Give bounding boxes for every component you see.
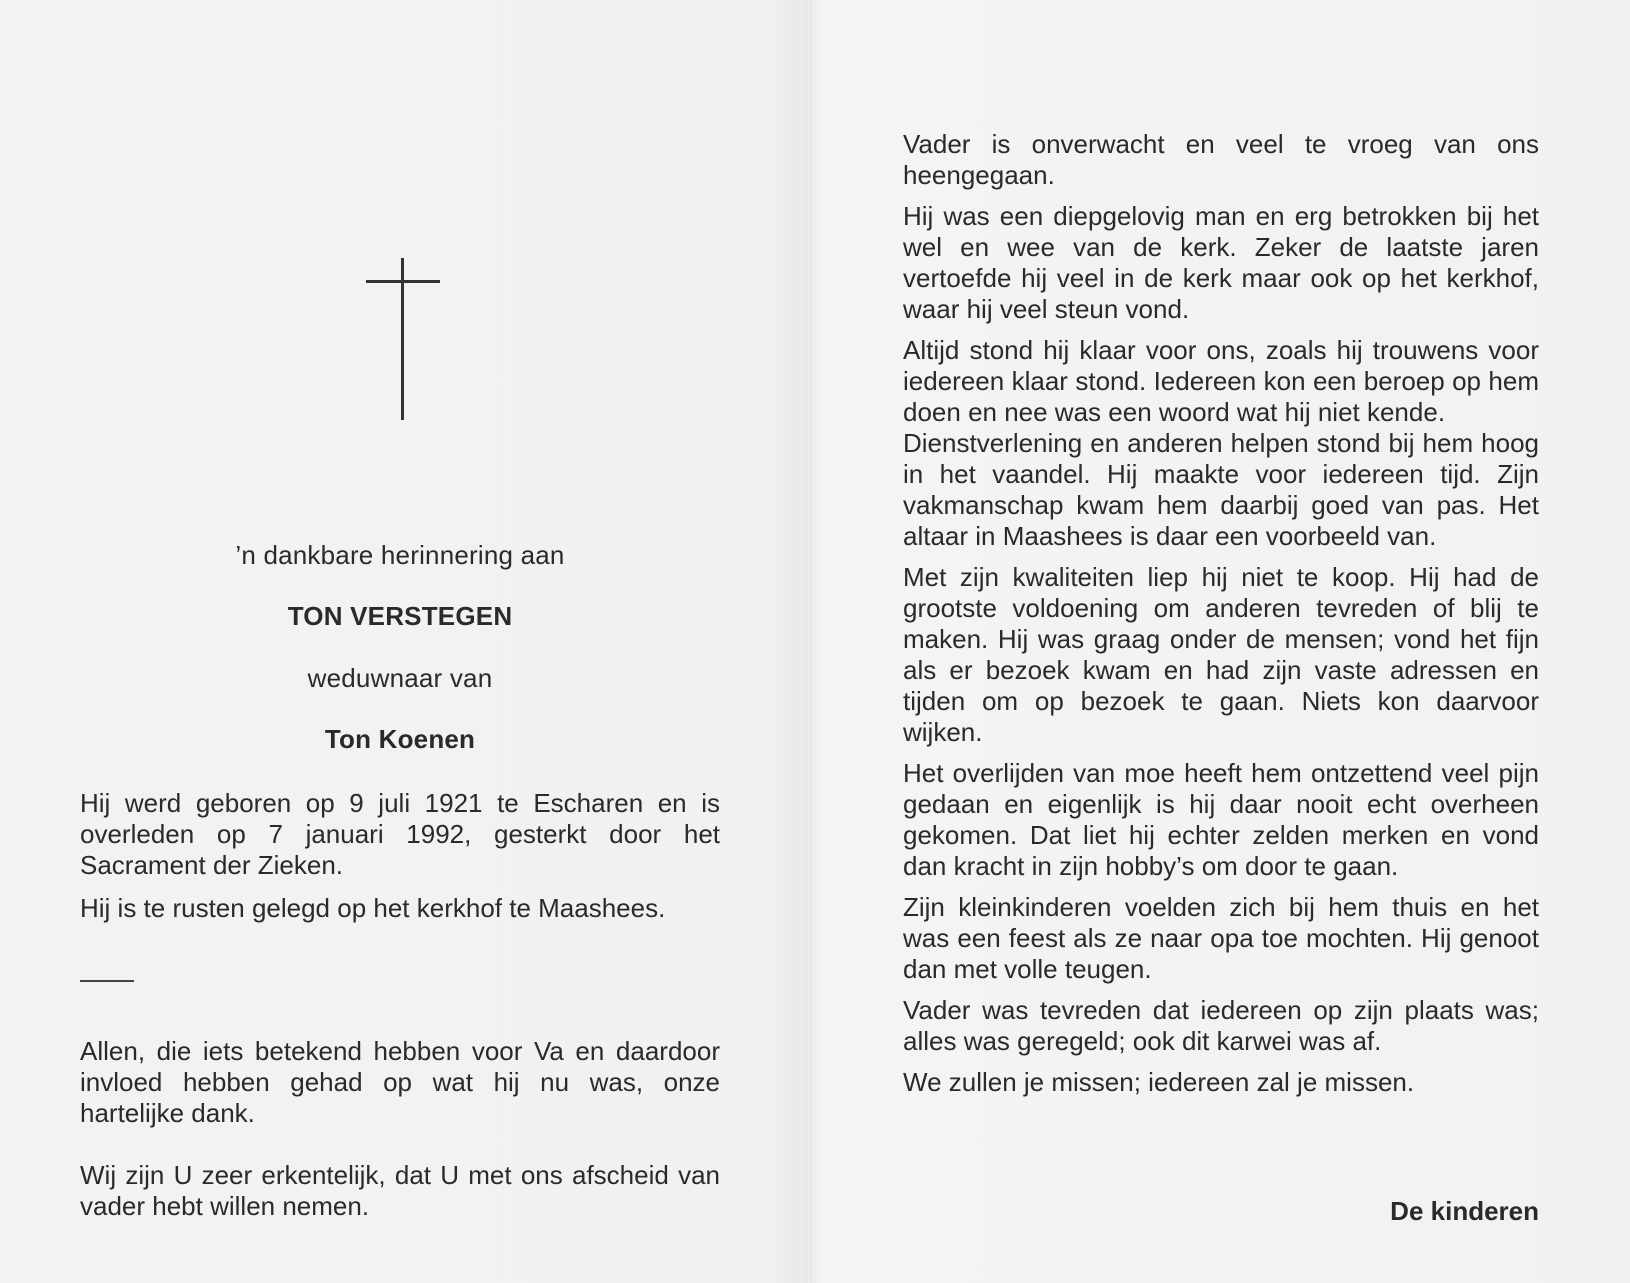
cross-icon [366,258,440,420]
eulogy-paragraph: Vader is onverwacht en veel te vroeg van ons heengegaan. [903,129,1539,190]
birth-death-paragraph: Hij werd geboren op 9 juli 1921 te Escharen en is overleden op 7 januari 1992, gesterkt door het Sacrament der Zieken. [80,788,720,880]
eulogy-paragraph: We zullen je missen; iedereen zal je missen. [903,1067,1415,1097]
eulogy-paragraph: Altijd stond hij klaar voor ons, zoals hij trouwens voor iedereen klaar stond. Iedereen kon een beroep op hem doen en nee was een woord wat hij niet kende. [903,335,1539,427]
relation-text: weduwnaar van [307,663,493,693]
gratitude-paragraph: Wij zijn U zeer erkentelijk, dat U met ons afscheid van vader hebt willen nemen. [80,1160,720,1221]
eulogy-paragraph: Hij was een diepgelovig man en erg betrokken bij het wel en wee van de kerk. Zeker de laatste jaren vertoefde hij veel in de kerk maar ook op het kerkhof, waar hij veel steun vond. [903,201,1539,324]
burial-paragraph: Hij is te rusten gelegd op het kerkhof te Maashees. [80,893,666,923]
eulogy-text [903,129,1539,1108]
deceased-name: TON VERSTEGEN [287,601,513,631]
divider [80,980,134,982]
spouse-name: Ton Koenen [324,724,476,754]
eulogy-paragraph: Vader was tevreden dat iedereen op zijn plaats was; alles was geregeld; ook dit karwei was af. [903,995,1539,1056]
signature: De kinderen [1390,1196,1539,1226]
eulogy-paragraph: Met zijn kwaliteiten liep hij niet te koop. Hij had de grootste voldoening om anderen tevreden of blij te maken. Hij was graag onder de mensen; vond het fijn als er bezoek kwam en had zijn vaste adressen en tijden om op bezoek te gaan. Niets kon daarvoor wijken. [903,562,1539,747]
card-fold-line [807,0,810,1283]
eulogy-paragraph: Het overlijden van moe heeft hem ontzettend veel pijn gedaan en eigenlijk is hij daar nooit echt overheen gekomen. Dat liet hij echter zelden merken en vond dan kracht in zijn hobby’s om door te gaan. [903,758,1539,881]
thanks-paragraph: Allen, die iets betekend hebben voor Va en daardoor invloed hebben gehad op wat hij nu was, onze hartelijke dank. [80,1036,720,1128]
eulogy-paragraph: Zijn kleinkinderen voelden zich bij hem thuis en het was een feest als ze naar opa toe mochten. Hij genoot dan met volle teugen. [903,892,1539,984]
intro-text: ’n dankbare herinnering aan [235,540,565,570]
eulogy-paragraph: Dienstverlening en anderen helpen stond bij hem hoog in het vaandel. Hij maakte voor iedereen tijd. Zijn vakmanschap kwam hem daarbij goed van pas. Het altaar in Maashees is daar een voorbeeld van. [903,428,1539,551]
